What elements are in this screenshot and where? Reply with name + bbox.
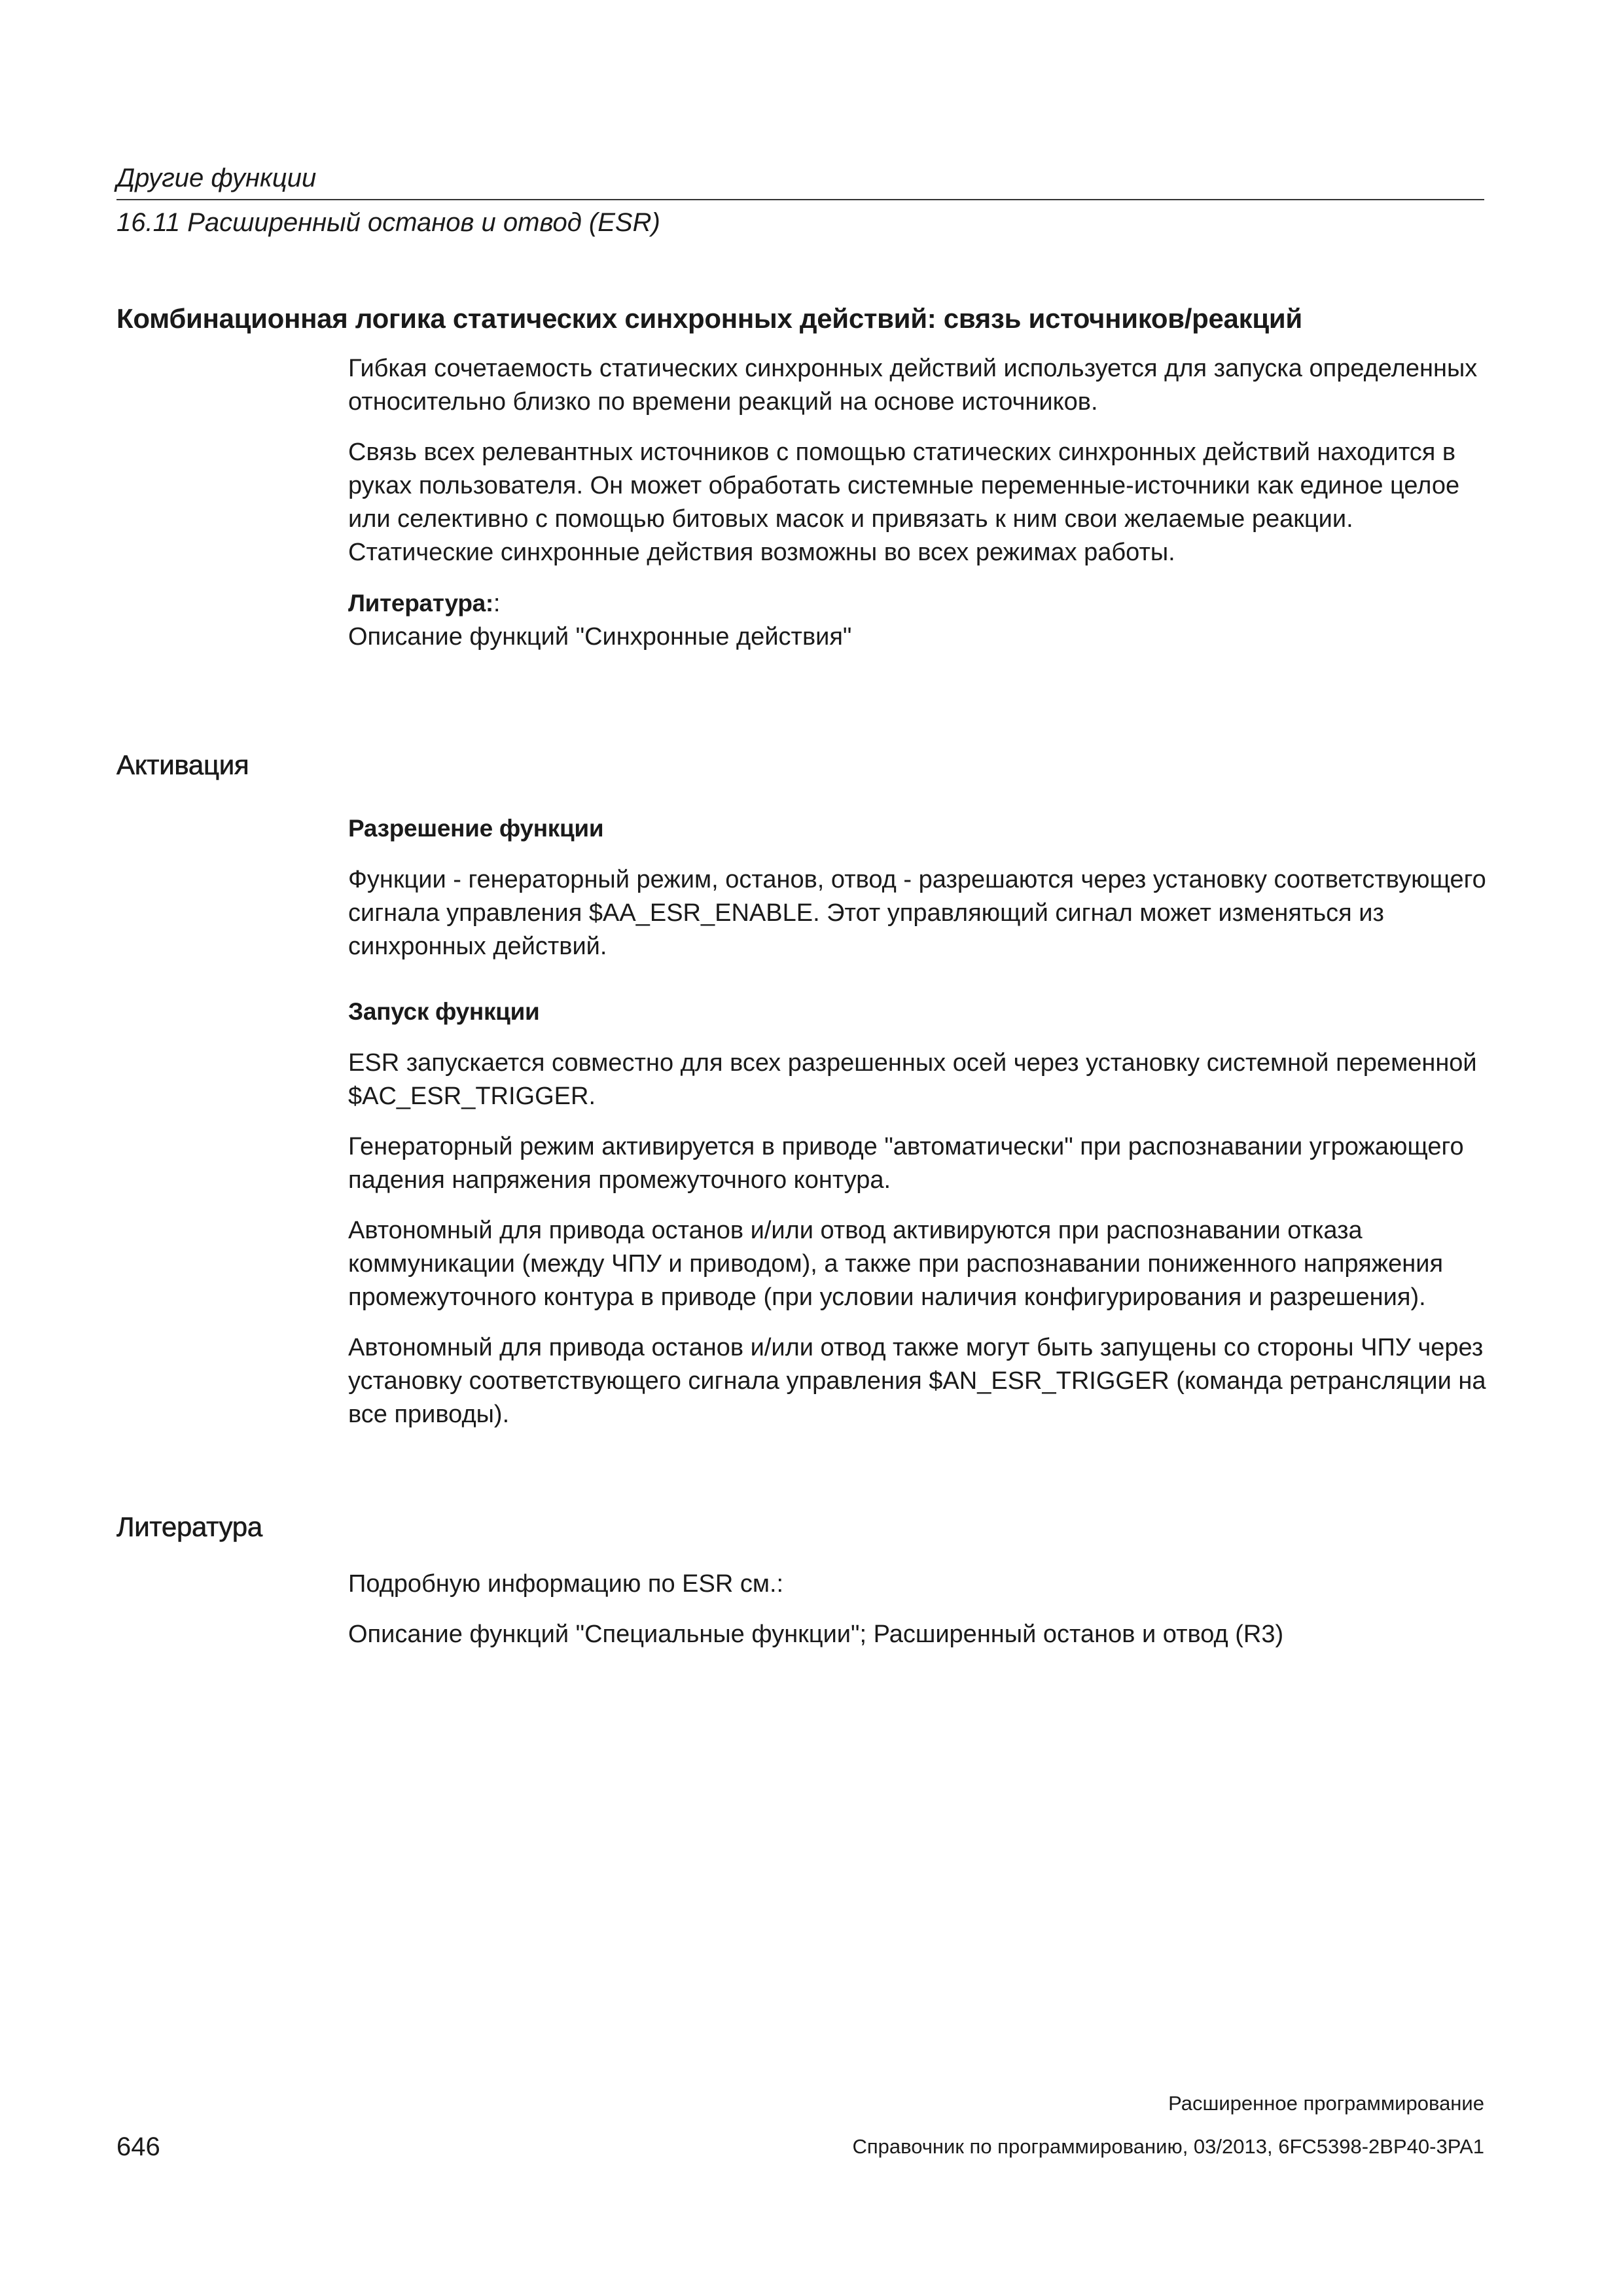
start-function-heading: Запуск функции — [348, 998, 540, 1025]
literature-ref-label-bold: Литература: — [348, 590, 493, 617]
literature-ref-label-suffix: : — [493, 590, 501, 617]
start-function-paragraph-4: Автономный для привода останов и/или отвод также могут быть запущены со стороны ЧПУ через установку соответствующего сигнала управления $AN_ESR_TRIGGER (команда ретрансляции на все приводы). — [348, 1334, 1486, 1428]
section-title: 16.11 Расширенный останов и отвод (ESR) — [116, 208, 660, 237]
start-function-paragraph-2: Генераторный режим активируется в приводе "автоматически" при распознавании угрожающего падения напряжения промежуточного контура. — [348, 1133, 1464, 1194]
start-function-paragraph-3: Автономный для привода останов и/или отвод активируются при распознавании отказа коммуникации (между ЧПУ и приводом), а также при распознавании пониженного напряжения промежуточного контура в приводе (при условии наличия конфигурирования и разрешения). — [348, 1217, 1444, 1311]
combinational-logic-body — [348, 352, 1487, 654]
combinational-logic-heading: Комбинационная логика статических синхронных действий: связь источников/реакций — [116, 303, 1302, 334]
footer-manual-info: Справочник по программированию, 03/2013, 6FC5398-2BP40-3PA1 — [852, 2135, 1484, 2158]
running-header — [116, 165, 1484, 236]
enable-function-text: Функции - генераторный режим, останов, отвод - разрешаются через установку соответствующего сигнала управления $AA_ESR_ENABLE. Этот управляющий сигнал может изменяться из синхронных действий. — [348, 866, 1486, 960]
combinational-paragraph-1: Гибкая сочетаемость статических синхронных действий используется для запуска определенных относительно близко по времени реакций на основе источников. — [348, 355, 1478, 416]
page-number: 646 — [116, 2132, 160, 2161]
literature-paragraph-2: Описание функций "Специальные функции"; Расширенный останов и отвод (R3) — [348, 1621, 1284, 1648]
start-function-paragraph-1: ESR запускается совместно для всех разрешенных осей через установку системной переменной $AC_ESR_TRIGGER. — [348, 1049, 1477, 1110]
activation-heading: Активация — [116, 749, 249, 780]
combinational-paragraph-2: Связь всех релевантных источников с помощью статических синхронных действий находится в руках пользователя. Он может обработать системные переменные-источники как единое целое или селективно с помощью битовых масок и привязать к ним свои желаемые реакции. Статические синхронные действия возможны во всех режимах работы. — [348, 439, 1460, 566]
footer-document-title: Расширенное программирование — [1168, 2092, 1484, 2115]
enable-function-heading: Разрешение функции — [348, 815, 604, 842]
activation-body — [348, 812, 1487, 1431]
literature-body — [348, 1568, 1487, 1651]
literature-ref-text: Описание функций "Синхронные действия" — [348, 623, 852, 651]
literature-heading: Литература — [116, 1511, 262, 1542]
literature-ref-label — [348, 586, 1487, 620]
chapter-title: Другие функции — [116, 165, 1484, 200]
literature-paragraph-1: Подробную информацию по ESR см.: — [348, 1570, 784, 1598]
